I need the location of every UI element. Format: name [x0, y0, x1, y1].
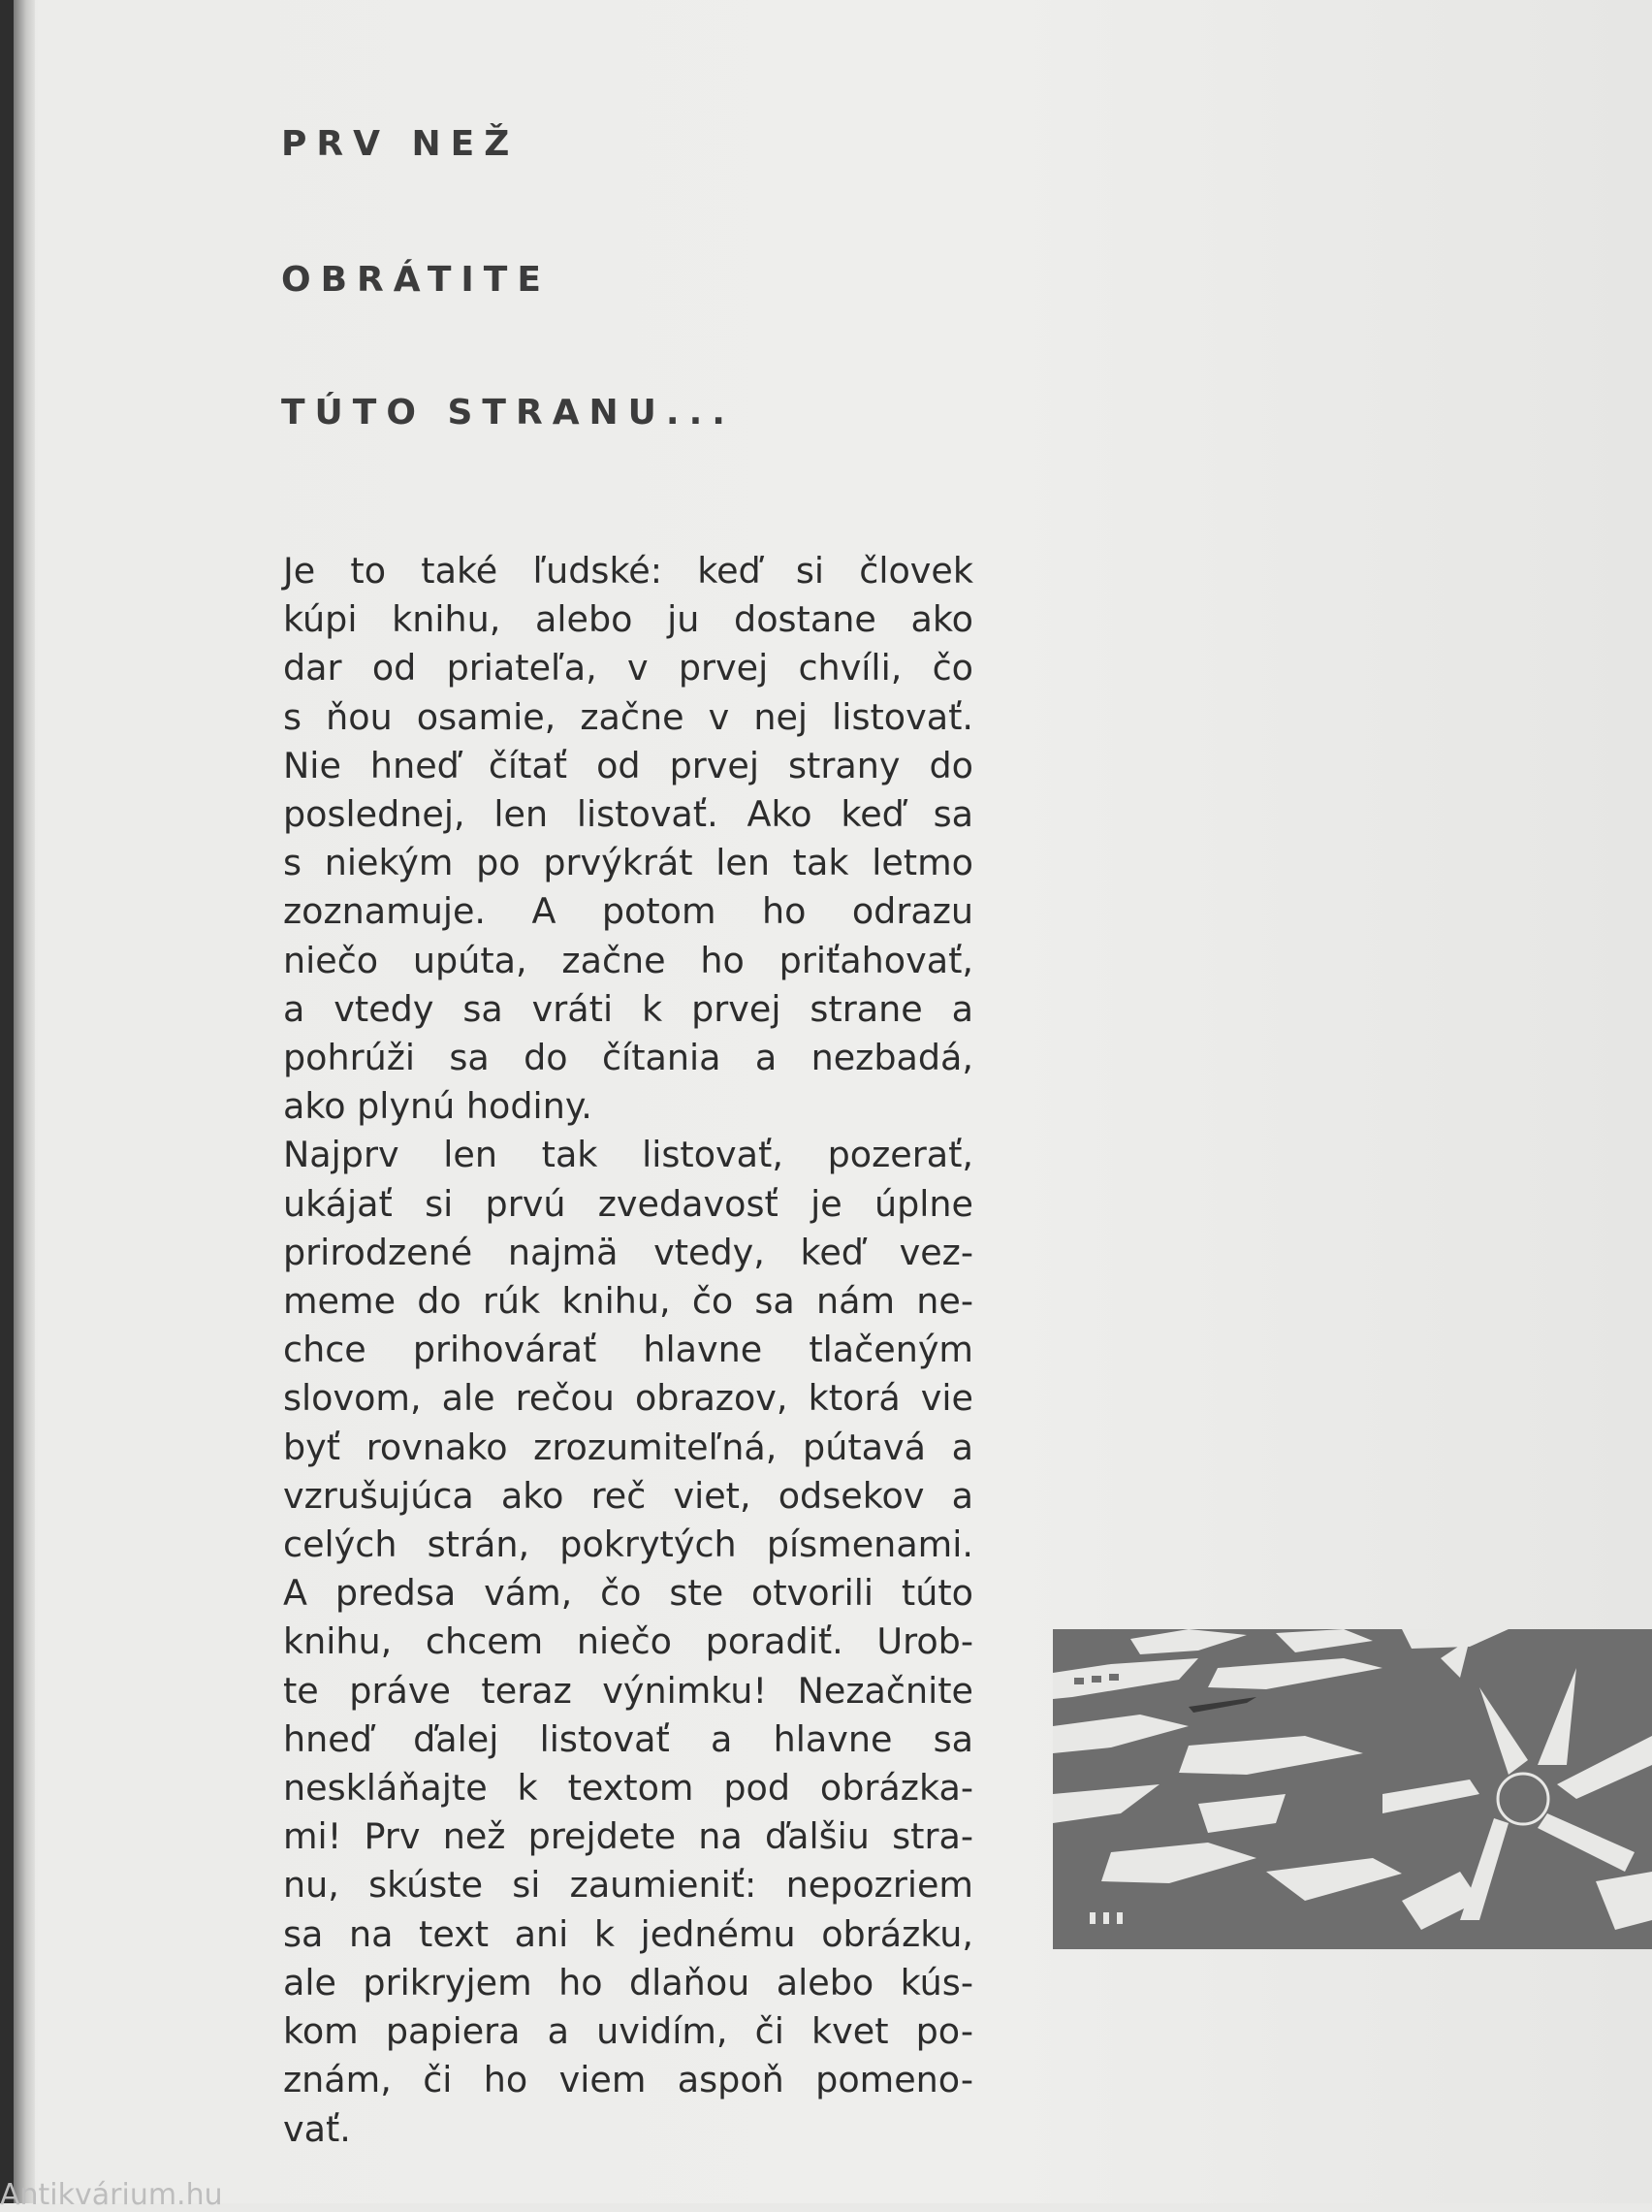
body-text-line: A predsa vám, čo ste otvorili túto: [283, 1572, 973, 1615]
book-gutter: [14, 0, 35, 2203]
antikvarium-watermark: Antikvárium.hu: [0, 2178, 223, 2212]
body-text-line: nu, skúste si zaumieniť: nepozriem: [283, 1864, 973, 1907]
body-text-line: celých strán, pokrytých písmenami.: [283, 1523, 973, 1566]
body-text-line: Najprv len tak listovať, pozerať,: [283, 1134, 973, 1176]
body-text-line: vzrušujúca ako reč viet, odsekov a: [283, 1474, 973, 1517]
body-text-line: kúpi knihu, alebo ju dostane ako: [283, 598, 973, 641]
body-text-line: knihu, chcem niečo poradiť. Urob-: [283, 1620, 973, 1663]
heading-line-1: PRV NEŽ: [281, 124, 520, 164]
body-text-line: znám, či ho viem aspoň pomeno-: [283, 2059, 973, 2101]
body-text-line: s niekým po prvýkrát len tak letmo: [283, 842, 973, 884]
body-text-line: zoznamuje. A potom ho odrazu: [283, 890, 973, 933]
body-paragraphs: [283, 547, 973, 2154]
book-spine-shadow: [0, 0, 14, 2203]
body-text-line: ale prikryjem ho dlaňou alebo kús-: [283, 1961, 973, 2004]
heading-line-2: OBRÁTITE: [281, 260, 551, 300]
body-text-line: te práve teraz výnimku! Nezačnite: [283, 1669, 973, 1712]
body-text-line: poslednej, len listovať. Ako keď sa: [283, 793, 973, 836]
body-text-line: vať.: [283, 2107, 351, 2150]
body-text-line: chce prihovárať hlavne tlačeným: [283, 1329, 973, 1371]
body-text-line: niečo upúta, začne ho priťahovať,: [283, 939, 973, 981]
body-text-line: neskláňajte k textom pod obrázka-: [283, 1767, 973, 1810]
body-text-line: Nie hneď čítať od prvej strany do: [283, 744, 973, 786]
body-text-line: mi! Prv než prejdete na ďalšiu stra-: [283, 1815, 973, 1858]
body-text-line: s ňou osamie, začne v nej listovať.: [283, 695, 973, 738]
body-text-line: a vtedy sa vráti k prvej strane a: [283, 987, 973, 1030]
body-text-line: meme do rúk knihu, čo sa nám ne-: [283, 1280, 973, 1323]
body-text-line: kom papiera a uvidím, či kvet po-: [283, 2010, 973, 2053]
body-text-line: ukájať si prvú zvedavosť je úplne: [283, 1182, 973, 1225]
body-text-line: Je to také ľudské: keď si človek: [283, 550, 973, 592]
heading-line-3: TÚTO STRANU...: [281, 393, 735, 433]
body-text-line: dar od priateľa, v prvej chvíli, čo: [283, 647, 973, 689]
body-text-line: slovom, ale rečou obrazov, ktorá vie: [283, 1377, 973, 1420]
woodcut-flower-illustration: [1053, 1629, 1652, 1949]
body-text-line: pohrúži sa do čítania a nezbadá,: [283, 1037, 973, 1079]
body-text-line: sa na text ani k jednému obrázku,: [283, 1912, 973, 1955]
body-text-line: prirodzené najmä vtedy, keď vez-: [283, 1231, 973, 1273]
body-text-line: hneď ďalej listovať a hlavne sa: [283, 1717, 973, 1760]
body-text-line: ako plynú hodiny.: [283, 1085, 592, 1128]
body-text-line: byť rovnako zrozumiteľná, pútavá a: [283, 1426, 973, 1468]
